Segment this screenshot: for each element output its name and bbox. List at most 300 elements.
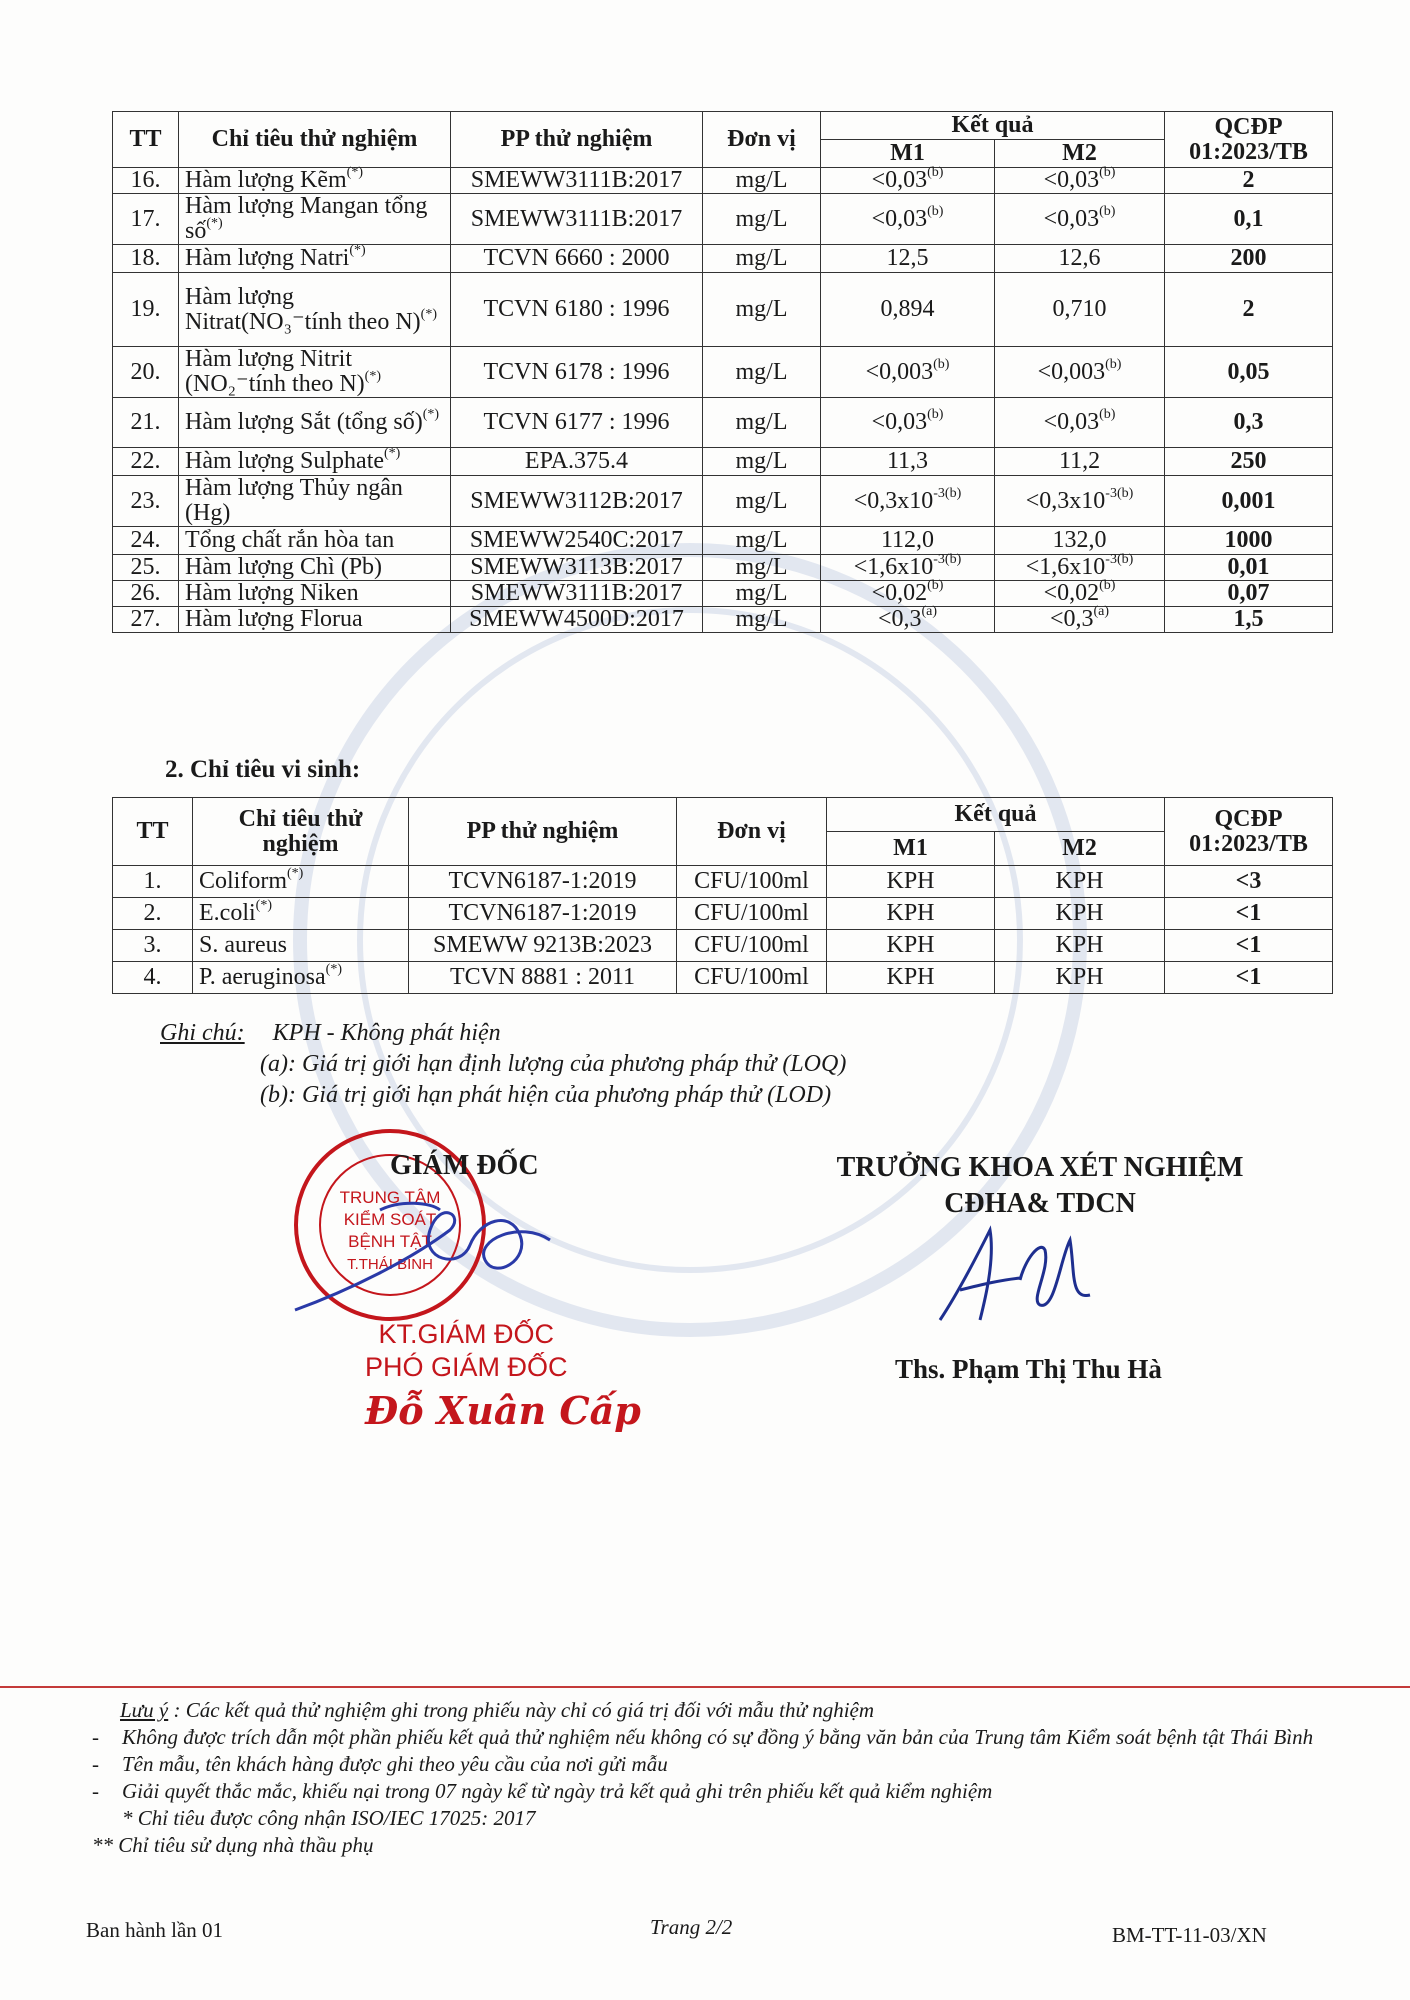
page-number: Trang 2/2 <box>650 1915 733 1939</box>
row-method <box>451 555 703 581</box>
row-method-text: SMEWW3111B:2017 <box>470 167 683 193</box>
micro-row-unit <box>677 930 827 962</box>
row-m2-text: <0,3x10 <box>1025 487 1106 514</box>
micro-row-method <box>409 866 677 898</box>
row-unit-text: mg/L <box>735 358 788 385</box>
row-tt-text: 20. <box>130 358 161 385</box>
micro-results-table <box>112 797 1333 994</box>
row-m1 <box>821 604 995 633</box>
row-tt-text: 27. <box>130 606 161 632</box>
micro-header-unit: Đơn vị <box>677 798 827 866</box>
row-m1-note: -3(b) <box>933 552 962 567</box>
row-m1 <box>821 476 995 527</box>
row-m2-note: (b) <box>1099 165 1116 180</box>
row-qc <box>1165 245 1333 273</box>
notes-block <box>160 1018 846 1111</box>
row-unit-text: mg/L <box>735 487 788 514</box>
micro-row-qc <box>1165 898 1333 930</box>
row-m1-note: (a) <box>921 604 938 619</box>
micro-row-method <box>409 962 677 994</box>
row-m2 <box>995 245 1165 273</box>
row-m2 <box>995 604 1165 633</box>
row-tt <box>113 555 179 581</box>
micro-row-tt-text: 3. <box>143 932 162 958</box>
row-m1 <box>821 194 995 245</box>
micro-row-tt <box>113 866 193 898</box>
micro-row-unit-text: CFU/100ml <box>694 932 809 958</box>
row-tt-text: 26. <box>130 580 161 606</box>
micro-row-indicator-note: (*) <box>287 866 304 881</box>
micro-row-m2-text: KPH <box>1055 900 1104 926</box>
micro-header-m2: M2 <box>995 832 1165 866</box>
row-unit-text: mg/L <box>735 580 788 606</box>
row-m2-note: -3(b) <box>1105 485 1134 501</box>
micro-row-qc-text: <1 <box>1235 932 1262 958</box>
row-m2-note: (b) <box>1099 203 1116 219</box>
row-tt <box>113 607 179 633</box>
row-indicator-note: (*) <box>206 216 223 231</box>
row-m1-text: <1,6x10 <box>853 554 934 580</box>
micro-row-m1 <box>827 866 995 898</box>
micro-row-m2-text: KPH <box>1055 868 1104 894</box>
row-m1-note: -3(b) <box>933 485 962 501</box>
luu-y-text: : Các kết quả thử nghiệm ghi trong phiếu này chỉ có giá trị đối với mẫu thử nghiệm <box>168 1698 875 1722</box>
row-m2-text: <0,003 <box>1037 358 1106 385</box>
row-m2 <box>995 398 1165 448</box>
micro-row-tt-text: 1. <box>143 868 162 894</box>
row-m1-text: <0,3 <box>877 606 922 632</box>
row-unit <box>703 607 821 633</box>
footer-item1: Không được trích dẫn một phần phiếu kết quả thử nghiệm nếu không có sự đồng ý bằng văn bản của Trung tâm Kiểm soát bệnh tật Thái Bình <box>122 1725 1314 1749</box>
chemical-results-table <box>112 111 1333 633</box>
row-m1 <box>821 347 995 398</box>
micro-row-m1-text: KPH <box>886 964 935 990</box>
footer-divider <box>0 1686 1410 1688</box>
header-qc-line1: QCĐP <box>1214 113 1283 140</box>
row-indicator-text: Hàm lượng Nitrat(NO₃⁻tính theo N) <box>185 283 421 335</box>
row-tt-text: 25. <box>130 554 161 580</box>
head-signature-icon <box>930 1220 1130 1330</box>
row-unit-text: mg/L <box>735 409 788 435</box>
form-code: BM-TT-11-03/XN <box>1112 1923 1267 1947</box>
row-m1-note: (b) <box>933 356 950 372</box>
row-unit-text: mg/L <box>735 527 788 553</box>
row-tt <box>113 347 179 398</box>
row-unit-text: mg/L <box>735 296 788 322</box>
row-m2-text: <0,3 <box>1049 606 1094 632</box>
row-method-text: TCVN 6180 : 1996 <box>483 296 670 322</box>
row-tt <box>113 273 179 347</box>
row-method <box>451 168 703 194</box>
row-m1 <box>821 273 995 347</box>
row-qc-text: 0,001 <box>1221 487 1276 514</box>
micro-row-unit <box>677 866 827 898</box>
row-qc-text: 2 <box>1242 296 1255 322</box>
micro-row-m1-text: KPH <box>886 900 935 926</box>
row-tt-text: 21. <box>130 409 161 435</box>
row-qc-text: 0,01 <box>1227 554 1270 580</box>
micro-row-tt <box>113 898 193 930</box>
row-unit <box>703 347 821 398</box>
notes-label: Ghi chú: <box>160 1020 245 1046</box>
table-row <box>113 273 1333 347</box>
row-tt <box>113 476 179 527</box>
micro-header-result: Kết quả <box>827 798 1165 832</box>
row-m1-text: <0,003 <box>865 358 934 385</box>
footer-notes <box>92 1697 1322 1859</box>
luu-y-label: Lưu ý <box>120 1698 169 1722</box>
micro-row-indicator <box>193 866 409 898</box>
row-method <box>451 581 703 607</box>
row-m2-note: (b) <box>1099 578 1116 593</box>
row-qc <box>1165 607 1333 633</box>
row-qc <box>1165 168 1333 194</box>
row-qc-text: 2 <box>1242 167 1255 193</box>
row-tt-text: 16. <box>130 167 161 193</box>
micro-row-unit <box>677 898 827 930</box>
header-qc-line2: 01:2023/TB <box>1189 138 1308 165</box>
row-indicator-note: (*) <box>384 446 401 461</box>
row-indicator-text: Hàm lượng Natri <box>185 245 350 271</box>
row-qc <box>1165 555 1333 581</box>
row-m2-note: (b) <box>1099 407 1116 422</box>
row-m2-note: -3(b) <box>1105 552 1134 567</box>
row-indicator <box>179 165 451 194</box>
row-m2-text: 132,0 <box>1052 527 1107 553</box>
row-method-text: SMEWW3113B:2017 <box>470 554 683 580</box>
row-qc-text: 0,07 <box>1227 580 1270 606</box>
micro-section-title: 2. Chỉ tiêu vi sinh: <box>165 756 361 783</box>
right-title-line1: TRƯỞNG KHOA XÉT NGHIỆM <box>836 1152 1244 1183</box>
row-m1 <box>821 245 995 273</box>
table-row <box>113 527 1333 555</box>
row-m2 <box>995 273 1165 347</box>
row-tt-text: 17. <box>130 205 161 232</box>
table-row <box>113 962 1333 994</box>
row-tt-text: 24. <box>130 527 161 553</box>
row-m1-note: (b) <box>927 165 944 180</box>
row-method-text: EPA.375.4 <box>524 448 629 474</box>
row-indicator-note: (*) <box>422 407 440 422</box>
row-m1-text: <0,02 <box>871 580 928 606</box>
micro-header-qc-line1: QCĐP <box>1214 805 1283 832</box>
row-method-text: SMEWW4500D:2017 <box>469 606 684 632</box>
row-indicator-note: (*) <box>420 306 437 322</box>
row-method-text: SMEWW3111B:2017 <box>470 580 683 606</box>
micro-row-qc-text: <1 <box>1235 900 1262 926</box>
footer-dash: - <box>92 1725 99 1749</box>
table-row <box>113 476 1333 527</box>
micro-row-m1 <box>827 930 995 962</box>
table-row <box>113 555 1333 581</box>
row-method <box>451 347 703 398</box>
row-indicator <box>179 581 451 607</box>
footer-dash: - <box>92 1779 99 1803</box>
micro-row-m2 <box>995 898 1165 930</box>
row-unit-text: mg/L <box>735 167 788 193</box>
issue-number: Ban hành lần 01 <box>86 1918 224 1942</box>
row-unit-text: mg/L <box>735 606 788 632</box>
micro-row-m1 <box>827 898 995 930</box>
row-indicator <box>179 245 451 273</box>
row-m1 <box>821 527 995 555</box>
micro-header-indicator: Chỉ tiêu thử nghiệm <box>193 798 409 866</box>
header-m2: M2 <box>995 140 1165 168</box>
row-tt <box>113 194 179 245</box>
row-method-text: SMEWW3111B:2017 <box>470 205 683 232</box>
footer-item3: Giải quyết thắc mắc, khiếu nại trong 07 ngày kể từ ngày trả kết quả ghi trên phiếu kết quả kiểm nghiệm <box>122 1779 993 1803</box>
row-tt-text: 18. <box>130 245 161 271</box>
row-tt <box>113 245 179 273</box>
table-row <box>113 168 1333 194</box>
row-m1-text: <0,3x10 <box>853 487 934 514</box>
micro-row-tt <box>113 962 193 994</box>
micro-row-m2-text: KPH <box>1055 932 1104 958</box>
row-m2-text: 11,2 <box>1058 448 1101 474</box>
row-tt <box>113 581 179 607</box>
director-signature-icon <box>290 1190 570 1320</box>
header-m1: M1 <box>821 140 995 168</box>
note-a: (a): Giá trị giới hạn định lượng của phương pháp thử (LOQ) <box>260 1051 847 1077</box>
header-method: PP thử nghiệm <box>451 112 703 168</box>
micro-row-method <box>409 930 677 962</box>
row-m2-text: <0,03 <box>1043 167 1100 193</box>
row-indicator <box>179 555 451 581</box>
row-method <box>451 245 703 273</box>
seal-line1: KT.GIÁM ĐỐC <box>378 1319 555 1349</box>
header-indicator: Chỉ tiêu thử nghiệm <box>179 112 451 168</box>
row-method-text: TCVN 6178 : 1996 <box>483 358 670 385</box>
row-tt <box>113 448 179 476</box>
row-method <box>451 273 703 347</box>
row-indicator <box>179 273 451 347</box>
micro-row-tt-text: 4. <box>143 964 162 990</box>
row-unit-text: mg/L <box>735 245 788 271</box>
row-indicator <box>179 398 451 448</box>
micro-header-m1: M1 <box>827 832 995 866</box>
micro-header-qc-line2: 01:2023/TB <box>1189 830 1308 857</box>
micro-row-indicator <box>193 898 409 930</box>
micro-row-unit-text: CFU/100ml <box>694 868 809 894</box>
row-m2-text: <0,03 <box>1043 409 1100 435</box>
row-m1-text: <0,03 <box>871 167 928 193</box>
row-indicator-text: Hàm lượng Mangan tổng số <box>185 193 428 244</box>
row-qc <box>1165 476 1333 527</box>
deputy-name: Đỗ Xuân Cấp <box>365 1388 641 1433</box>
table-row <box>113 930 1333 962</box>
row-unit <box>703 448 821 476</box>
micro-header-qc <box>1165 798 1333 866</box>
row-indicator-text: Hàm lượng Sulphate <box>185 448 385 474</box>
row-indicator-text: Hàm lượng Niken <box>185 580 359 606</box>
row-method-text: TCVN 6177 : 1996 <box>483 409 670 435</box>
row-method-text: SMEWW2540C:2017 <box>469 527 684 553</box>
row-indicator-text: Hàm lượng Thủy ngân (Hg) <box>185 475 403 526</box>
micro-row-m1-text: KPH <box>886 868 935 894</box>
micro-row-indicator-text: Coliform <box>199 868 287 894</box>
micro-row-tt-text: 2. <box>143 900 162 926</box>
row-m2 <box>995 578 1165 607</box>
footer-star1: * Chỉ tiêu được công nhận ISO/IEC 17025: 2017 <box>122 1806 536 1830</box>
table-row <box>113 448 1333 476</box>
micro-row-unit-text: CFU/100ml <box>694 900 809 926</box>
row-indicator <box>179 194 451 245</box>
row-m2-note: (a) <box>1093 604 1110 619</box>
row-m2 <box>995 476 1165 527</box>
row-qc <box>1165 347 1333 398</box>
right-title-line2: CĐHA& TDCN <box>944 1188 1136 1219</box>
svg-text:KIỂM SOÁT: KIỂM SOÁT <box>343 1210 437 1229</box>
row-method-text: SMEWW3112B:2017 <box>470 487 683 514</box>
row-qc-text: 1,5 <box>1233 606 1264 632</box>
row-unit-text: mg/L <box>735 205 788 232</box>
micro-row-m2-text: KPH <box>1055 964 1104 990</box>
row-qc <box>1165 527 1333 555</box>
row-qc <box>1165 581 1333 607</box>
micro-row-indicator-text: E.coli <box>199 900 256 926</box>
header-result: Kết quả <box>821 112 1165 140</box>
micro-row-method-text: TCVN6187-1:2019 <box>448 868 637 894</box>
micro-row-unit-text: CFU/100ml <box>694 964 809 990</box>
row-method <box>451 527 703 555</box>
row-m1-text: 0,894 <box>880 296 935 322</box>
row-qc-text: 0,3 <box>1233 409 1264 435</box>
micro-row-qc <box>1165 962 1333 994</box>
row-method <box>451 448 703 476</box>
row-unit <box>703 398 821 448</box>
row-unit <box>703 581 821 607</box>
micro-header-tt: TT <box>113 798 193 866</box>
deputy-block <box>365 1318 568 1384</box>
row-indicator <box>179 607 451 633</box>
row-m1 <box>821 552 995 581</box>
micro-row-m2 <box>995 866 1165 898</box>
row-indicator <box>179 527 451 555</box>
micro-row-m1-text: KPH <box>886 932 935 958</box>
row-qc <box>1165 398 1333 448</box>
row-qc-text: 0,1 <box>1233 205 1264 232</box>
micro-header-method: PP thử nghiệm <box>409 798 677 866</box>
table-row <box>113 194 1333 245</box>
row-indicator-text: Hàm lượng Kẽm <box>185 167 347 193</box>
row-m1-note: (b) <box>927 578 944 593</box>
row-m2 <box>995 165 1165 194</box>
row-m1 <box>821 578 995 607</box>
row-indicator-note: (*) <box>346 165 363 180</box>
row-m1-text: 11,3 <box>886 448 929 474</box>
micro-row-qc <box>1165 866 1333 898</box>
micro-row-indicator-text: S. aureus <box>199 932 287 958</box>
row-m1 <box>821 165 995 194</box>
row-qc <box>1165 448 1333 476</box>
row-unit-text: mg/L <box>735 448 788 474</box>
header-unit: Đơn vị <box>703 112 821 168</box>
svg-text:BỆNH TẬT: BỆNH TẬT <box>348 1232 432 1251</box>
micro-row-qc-text: <1 <box>1235 964 1262 990</box>
header-qc <box>1165 112 1333 168</box>
row-m2 <box>995 194 1165 245</box>
micro-row-method <box>409 898 677 930</box>
micro-row-m2 <box>995 930 1165 962</box>
row-method <box>451 194 703 245</box>
row-unit <box>703 476 821 527</box>
row-tt <box>113 527 179 555</box>
row-indicator-text: Tổng chất rắn hòa tan <box>185 527 395 553</box>
table-row <box>113 245 1333 273</box>
micro-row-indicator <box>193 962 409 994</box>
row-indicator-note: (*) <box>349 243 366 258</box>
row-method <box>451 607 703 633</box>
row-m2-text: <0,03 <box>1043 205 1100 232</box>
row-m1-note: (b) <box>927 203 944 219</box>
row-unit <box>703 168 821 194</box>
row-unit <box>703 555 821 581</box>
row-indicator-text: Hàm lượng Sắt (tổng số) <box>185 409 423 435</box>
row-tt <box>113 168 179 194</box>
row-m1-text: <0,03 <box>871 205 928 232</box>
row-m2 <box>995 552 1165 581</box>
micro-row-indicator-note: (*) <box>255 898 272 913</box>
row-qc-text: 1000 <box>1224 527 1273 553</box>
svg-text:TRUNG TÂM: TRUNG TÂM <box>339 1188 441 1207</box>
micro-row-m1 <box>827 962 995 994</box>
seal-line2: PHÓ GIÁM ĐỐC <box>365 1352 568 1382</box>
micro-row-method-text: TCVN6187-1:2019 <box>448 900 637 926</box>
row-m2 <box>995 527 1165 555</box>
micro-row-indicator <box>193 930 409 962</box>
row-m1-text: 12,5 <box>886 245 929 271</box>
row-m2-text: 0,710 <box>1052 296 1107 322</box>
row-qc-text: 250 <box>1230 448 1267 474</box>
micro-row-unit <box>677 962 827 994</box>
svg-text:T.THÁI BÌNH: T.THÁI BÌNH <box>347 1256 433 1273</box>
row-m1-text: <0,03 <box>871 409 928 435</box>
row-unit <box>703 527 821 555</box>
micro-row-method-text: SMEWW 9213B:2023 <box>433 932 652 958</box>
row-qc-text: 200 <box>1230 245 1267 271</box>
micro-row-indicator-note: (*) <box>325 962 342 977</box>
row-indicator-text: Hàm lượng Chì (Pb) <box>185 554 383 580</box>
header-tt: TT <box>113 112 179 168</box>
row-qc-text: 0,05 <box>1227 358 1270 385</box>
row-indicator-text: Hàm lượng Nitrit (NO₂⁻tính theo N) <box>185 346 365 397</box>
micro-row-tt <box>113 930 193 962</box>
row-tt-text: 22. <box>130 448 161 474</box>
row-indicator-note: (*) <box>364 369 381 384</box>
row-m2 <box>995 347 1165 398</box>
row-indicator <box>179 476 451 527</box>
micro-row-m2 <box>995 962 1165 994</box>
row-method-text: TCVN 6660 : 2000 <box>483 245 670 271</box>
table-row <box>113 581 1333 607</box>
left-signature-title: GIÁM ĐỐC <box>390 1150 539 1181</box>
micro-row-qc <box>1165 930 1333 962</box>
row-tt-text: 19. <box>130 296 161 322</box>
row-unit <box>703 194 821 245</box>
footer-item2: Tên mẫu, tên khách hàng được ghi theo yêu cầu của nơi gửi mẫu <box>122 1752 668 1776</box>
micro-row-qc-text: <3 <box>1235 868 1262 894</box>
row-qc <box>1165 194 1333 245</box>
note-b: (b): Giá trị giới hạn phát hiện của phương pháp thử (LOD) <box>260 1082 832 1108</box>
row-tt <box>113 398 179 448</box>
row-qc <box>1165 273 1333 347</box>
micro-row-method-text: TCVN 8881 : 2011 <box>449 964 636 990</box>
table-row <box>113 866 1333 898</box>
table-row <box>113 607 1333 633</box>
table-row <box>113 347 1333 398</box>
row-method <box>451 398 703 448</box>
row-m2-text: 12,6 <box>1058 245 1101 271</box>
